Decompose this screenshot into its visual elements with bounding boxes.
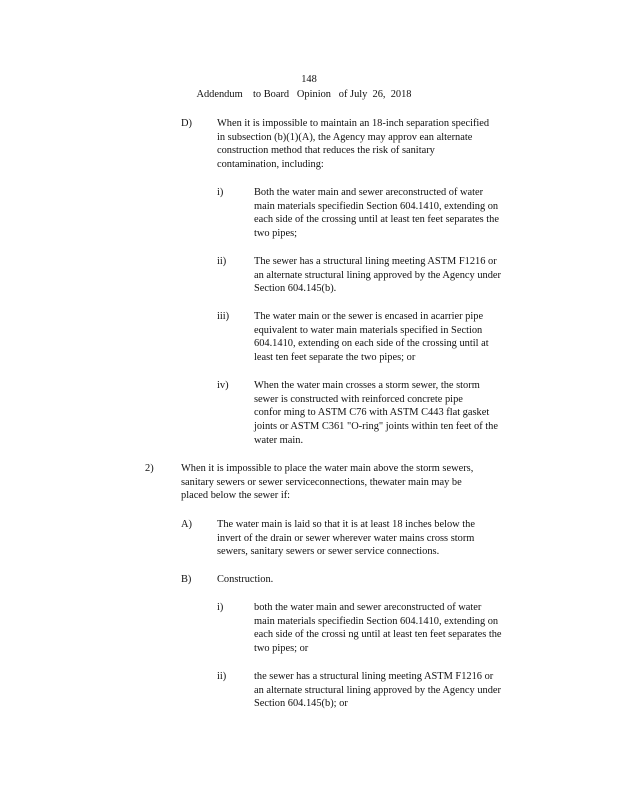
item-text-B-i xyxy=(254,601,536,656)
text-line: Both the water main and sewer areconstructed of water xyxy=(254,187,484,198)
item-label-B-ii: ii) xyxy=(217,671,227,682)
text-line: both the water main and sewer areconstructed of water xyxy=(254,602,482,613)
text-line: in subsection (b)(1)(A), the Agency may approv ean alternate xyxy=(217,131,473,143)
text-line: Section 604.145(b). xyxy=(254,283,337,295)
page-subtitle-text: Addendum to Board Opinion of July 26, 2018 xyxy=(196,89,412,100)
text-line: main materials specifiedin Section 604.1410, extending on xyxy=(254,200,499,212)
text-line: construction method that reduces the risk of sanitary xyxy=(217,145,435,157)
text-line: When the water main crosses a storm sewer, the storm xyxy=(254,380,480,391)
text-line: equivalent to water main materials specified in Section xyxy=(254,324,483,336)
item-text-B-ii xyxy=(254,670,536,711)
item-label-2: 2) xyxy=(145,463,154,474)
text-line: The water main is laid so that it is at least 18 inches below the xyxy=(217,519,475,530)
text-line: the sewer has a structural lining meeting ASTM F1216 or xyxy=(254,671,494,682)
item-text-2 xyxy=(181,462,517,503)
text-line: an alternate structural lining approved by the Agency under xyxy=(254,684,501,696)
text-line: Section 604.145(b); or xyxy=(254,698,348,710)
text-line: each side of the crossi ng until at least ten feet separates the xyxy=(254,629,502,641)
item-label-D-iii: iii) xyxy=(217,311,230,322)
item-label-D-i: i) xyxy=(217,187,224,198)
text-line: joints or ASTM C361 "O-ring" joints within ten feet of the xyxy=(254,421,498,433)
item-label-D: D) xyxy=(181,118,192,129)
item-label-B-i: i) xyxy=(217,602,224,613)
text-line: water main. xyxy=(254,434,304,446)
text-line: two pipes; xyxy=(254,228,298,240)
text-line: least ten feet separate the two pipes; or xyxy=(254,352,416,364)
text-line: 604.1410, extending on each side of the crossing until at xyxy=(254,338,489,350)
item-text-D-ii xyxy=(254,255,536,296)
item-text-D-i xyxy=(254,186,536,241)
text-line: The sewer has a structural lining meeting ASTM F1216 or xyxy=(254,256,497,267)
item-label-D-ii: ii) xyxy=(217,256,227,267)
item-label-D-iv: iv) xyxy=(217,380,229,391)
text-line: an alternate structural lining approved by the Agency under xyxy=(254,269,501,281)
item-text-D xyxy=(217,117,529,172)
item-label-B: B) xyxy=(181,574,192,585)
text-line: The water main or the sewer is encased in acarrier pipe xyxy=(254,311,484,322)
text-line: placed below the sewer if: xyxy=(181,490,291,502)
text-line: sewers, sanitary sewers or sewer service connections. xyxy=(217,546,440,558)
item-text-B xyxy=(217,573,517,587)
text-line: two pipes; or xyxy=(254,643,309,655)
page-subtitle xyxy=(0,88,618,102)
text-line: invert of the drain or sewer wherever water mains cross storm xyxy=(217,532,475,544)
item-text-D-iv xyxy=(254,379,536,448)
text-line: sanitary sewers or sewer serviceconnections, thewater main may be xyxy=(181,476,462,488)
text-line: sewer is constructed with reinforced concrete pipe xyxy=(254,393,463,405)
item-text-A xyxy=(217,518,517,559)
text-line: When it is impossible to place the water main above the storm sewers, xyxy=(181,463,474,474)
item-label-A: A) xyxy=(181,519,192,530)
text-line: contamination, including: xyxy=(217,159,324,171)
text-line: main materials specifiedin Section 604.1410, extending on xyxy=(254,615,499,627)
text-line: When it is impossible to maintain an 18-inch separation specified xyxy=(217,118,490,129)
item-text-D-iii xyxy=(254,310,530,365)
text-line: Construction. xyxy=(217,574,274,585)
page-number: 148 xyxy=(301,74,317,85)
text-line: each side of the crossing until at least ten feet separates the xyxy=(254,214,499,226)
text-line: confor ming to ASTM C76 with ASTM C443 flat gasket xyxy=(254,407,490,419)
